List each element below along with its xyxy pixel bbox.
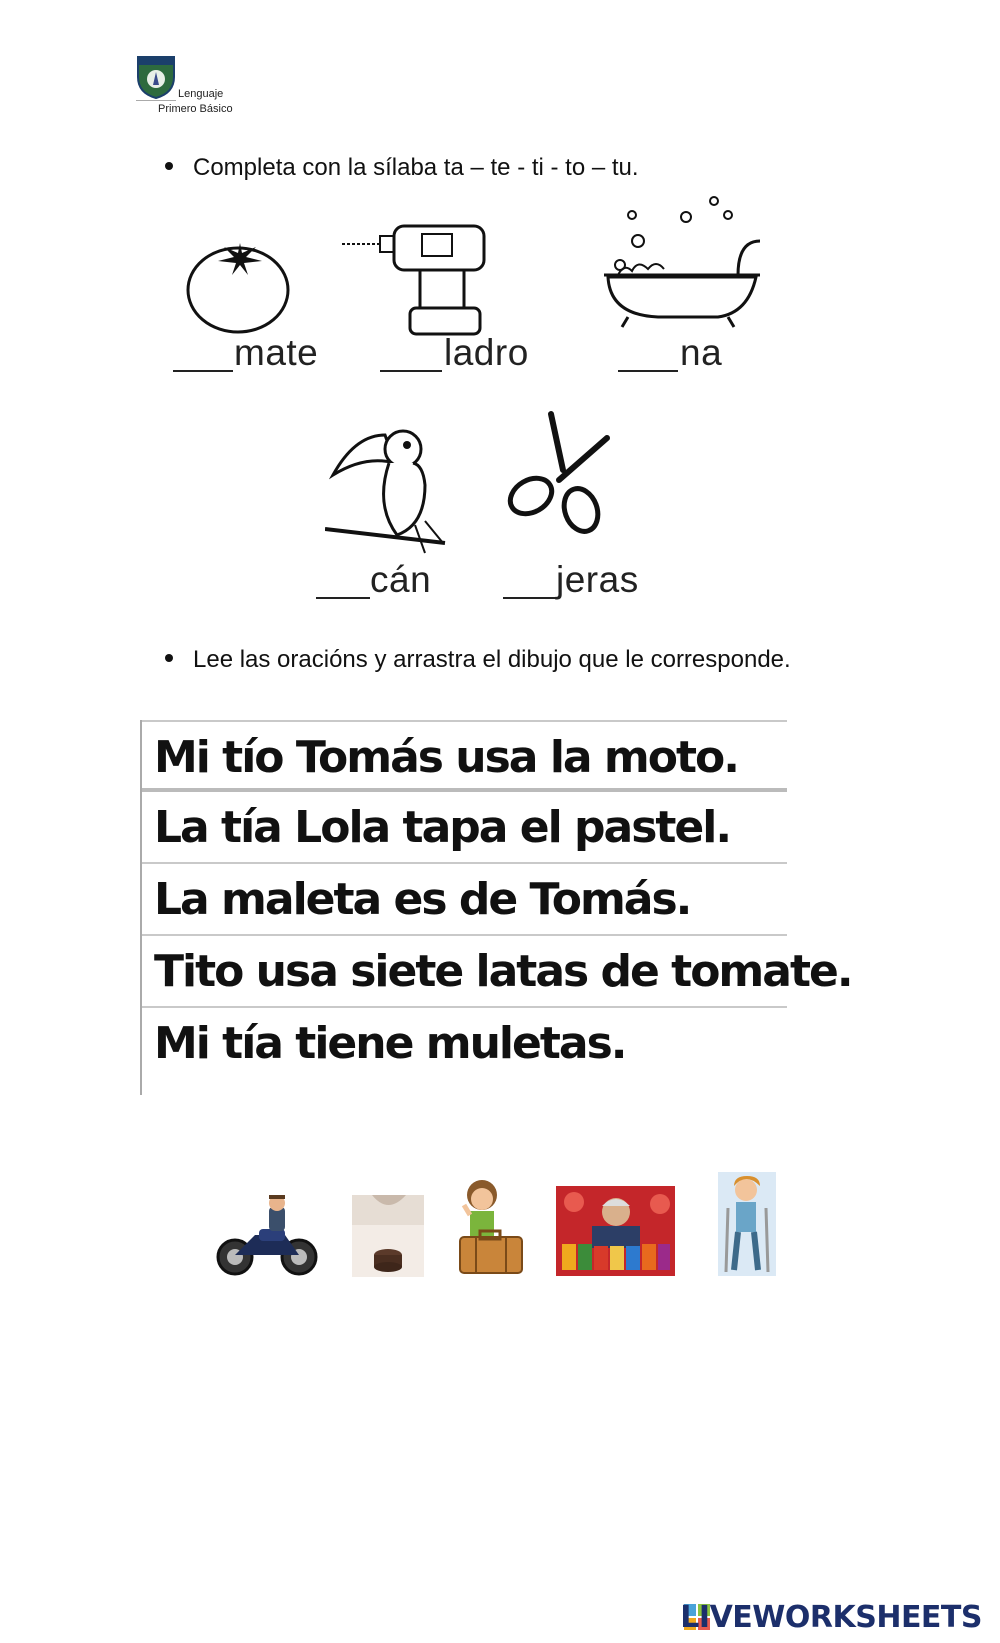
sentence-text: Mi tía tiene muletas.	[154, 1018, 626, 1069]
instruction-2-text: Lee las oracións y arrastra el dibujo que le corresponde.	[193, 646, 791, 673]
syllable-input-4[interactable]	[316, 563, 374, 599]
cans-icon[interactable]	[556, 1186, 675, 1276]
scissors-icon	[503, 410, 618, 535]
syllable-input-3[interactable]	[618, 336, 682, 372]
cake-icon[interactable]	[352, 1195, 424, 1277]
syllable-input-2[interactable]	[380, 336, 446, 372]
syllable-input-1[interactable]	[173, 336, 237, 372]
header-underline	[136, 100, 176, 101]
sentence-row[interactable]	[142, 792, 787, 864]
sentence-text: Tito usa siete latas de tomate.	[154, 946, 852, 997]
sentence-text: La maleta es de Tomás.	[154, 874, 691, 925]
footer-brand: LIVEWORKSHEETS	[680, 1600, 982, 1635]
toucan-icon	[325, 425, 450, 555]
word-1: mate	[234, 332, 319, 373]
sentences-list	[140, 720, 852, 1095]
sentence-text: La tía Lola tapa el pastel.	[154, 802, 731, 853]
syllable-input-5[interactable]	[503, 563, 561, 599]
word-2: ladro	[444, 332, 529, 373]
sentence-row[interactable]	[142, 1008, 787, 1080]
sentence-row[interactable]	[142, 936, 852, 1008]
sentence-text: Mi tío Tomás usa la moto.	[154, 732, 738, 783]
suitcase-icon[interactable]	[452, 1175, 527, 1277]
header-grade: Primero Básico	[158, 103, 233, 115]
school-logo	[136, 55, 176, 99]
bullet-icon	[165, 654, 173, 662]
drill-icon	[340, 222, 490, 340]
bullet-icon	[165, 162, 173, 170]
header-subject: Lenguaje	[178, 88, 224, 100]
word-4: cán	[370, 559, 432, 600]
tomato-icon	[183, 235, 293, 335]
sentence-row[interactable]	[142, 864, 787, 936]
bathtub-icon	[598, 195, 768, 330]
instruction-1-text: Completa con la sílaba ta – te - ti - to – tu.	[193, 154, 639, 181]
word-5: jeras	[556, 559, 639, 600]
crutches-icon[interactable]	[718, 1172, 776, 1276]
motorcycle-icon[interactable]	[215, 1195, 320, 1279]
sentence-row[interactable]	[142, 720, 787, 792]
word-3: na	[680, 332, 723, 373]
